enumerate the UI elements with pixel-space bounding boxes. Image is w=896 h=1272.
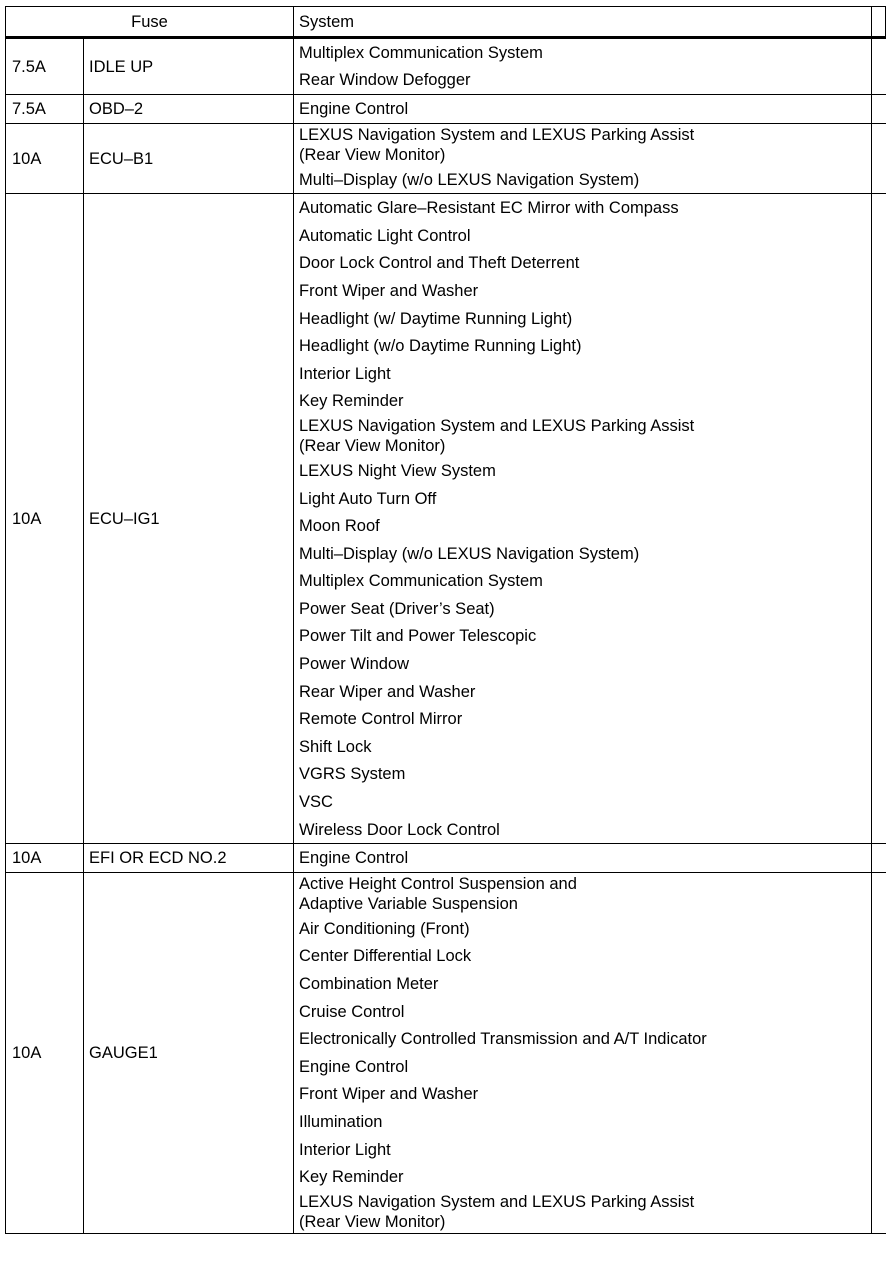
blank-cell [872,873,886,1234]
system-item: Engine Control [299,99,409,118]
system-item: Multi–Display (w/o LEXUS Navigation System) [299,544,640,563]
system-item: Interior Light [299,1140,391,1159]
system-item: Headlight (w/ Daytime Running Light) [299,309,573,328]
system-item: Illumination [299,1112,383,1131]
system-item: Cruise Control [299,1002,405,1021]
system-item: LEXUS Navigation System and LEXUS Parking Assist (Rear View Monitor) [299,1192,695,1231]
system-item: Shift Lock [299,737,372,756]
system-list [294,873,872,1234]
system-item: Multi–Display (w/o LEXUS Navigation System) [299,170,640,189]
table-row [6,95,886,124]
blank-cell [872,844,886,873]
system-item: Air Conditioning (Front) [299,919,470,938]
system-item: Front Wiper and Washer [299,281,479,300]
system-item: LEXUS Navigation System and LEXUS Parking Assist (Rear View Monitor) [299,125,695,164]
system-item: LEXUS Night View System [299,461,496,480]
fuse-amperage: 7.5A [6,95,84,124]
table-row [6,194,886,844]
blank-cell [872,38,886,95]
system-item: Automatic Light Control [299,226,471,245]
system-column-header: System [294,7,872,38]
system-item: Headlight (w/o Daytime Running Light) [299,337,582,356]
system-item: Rear Window Defogger [299,71,471,90]
system-item: Remote Control Mirror [299,710,463,729]
blank-cell [872,95,886,124]
system-item: VGRS System [299,765,406,784]
table-row [6,123,886,194]
system-item: Light Auto Turn Off [299,489,437,508]
system-item: Front Wiper and Washer [299,1085,479,1104]
system-list [294,95,872,124]
system-item: Electronically Controlled Transmission and A/T Indicator [299,1030,707,1049]
system-list [294,123,872,194]
system-item: Wireless Door Lock Control [299,820,500,839]
system-item: Power Seat (Driver’s Seat) [299,599,495,618]
system-item: VSC [299,793,333,812]
fuse-column-header: Fuse [6,7,294,38]
blank-cell [872,194,886,844]
table-row [6,38,886,95]
system-item: Combination Meter [299,975,439,994]
fuse-name: IDLE UP [84,38,294,95]
system-item: Key Reminder [299,1168,404,1187]
system-list [294,38,872,95]
system-list [294,194,872,844]
system-item: Multiplex Communication System [299,43,543,62]
system-item: LEXUS Navigation System and LEXUS Parking Assist (Rear View Monitor) [299,417,695,456]
system-item: Engine Control [299,1057,409,1076]
system-item: Door Lock Control and Theft Deterrent [299,254,580,273]
fuse-name: ECU–IG1 [84,194,294,844]
system-item: Key Reminder [299,392,404,411]
system-item: Power Tilt and Power Telescopic [299,627,537,646]
system-item: Moon Roof [299,517,380,536]
fuse-name: OBD–2 [84,95,294,124]
fuse-amperage: 10A [6,873,84,1234]
table-row [6,873,886,1234]
fuse-amperage: 10A [6,844,84,873]
system-item: Power Window [299,655,410,674]
system-item: Multiplex Communication System [299,572,543,591]
fuse-amperage: 10A [6,123,84,194]
table-header-row [6,7,886,38]
fuse-table [5,6,886,1234]
fuse-amperage: 10A [6,194,84,844]
fuse-amperage: 7.5A [6,38,84,95]
fuse-rows [6,38,886,1234]
system-item: Automatic Glare–Resistant EC Mirror with Compass [299,199,679,218]
blank-column-header [872,7,886,38]
system-item: Rear Wiper and Washer [299,682,476,701]
system-list [294,844,872,873]
system-item: Interior Light [299,364,391,383]
system-item: Engine Control [299,849,409,868]
system-item: Center Differential Lock [299,947,472,966]
system-item: Active Height Control Suspension and Adaptive Variable Suspension [299,875,577,914]
blank-cell [872,123,886,194]
table-row [6,844,886,873]
fuse-name: ECU–B1 [84,123,294,194]
fuse-name: GAUGE1 [84,873,294,1234]
fuse-name: EFI OR ECD NO.2 [84,844,294,873]
